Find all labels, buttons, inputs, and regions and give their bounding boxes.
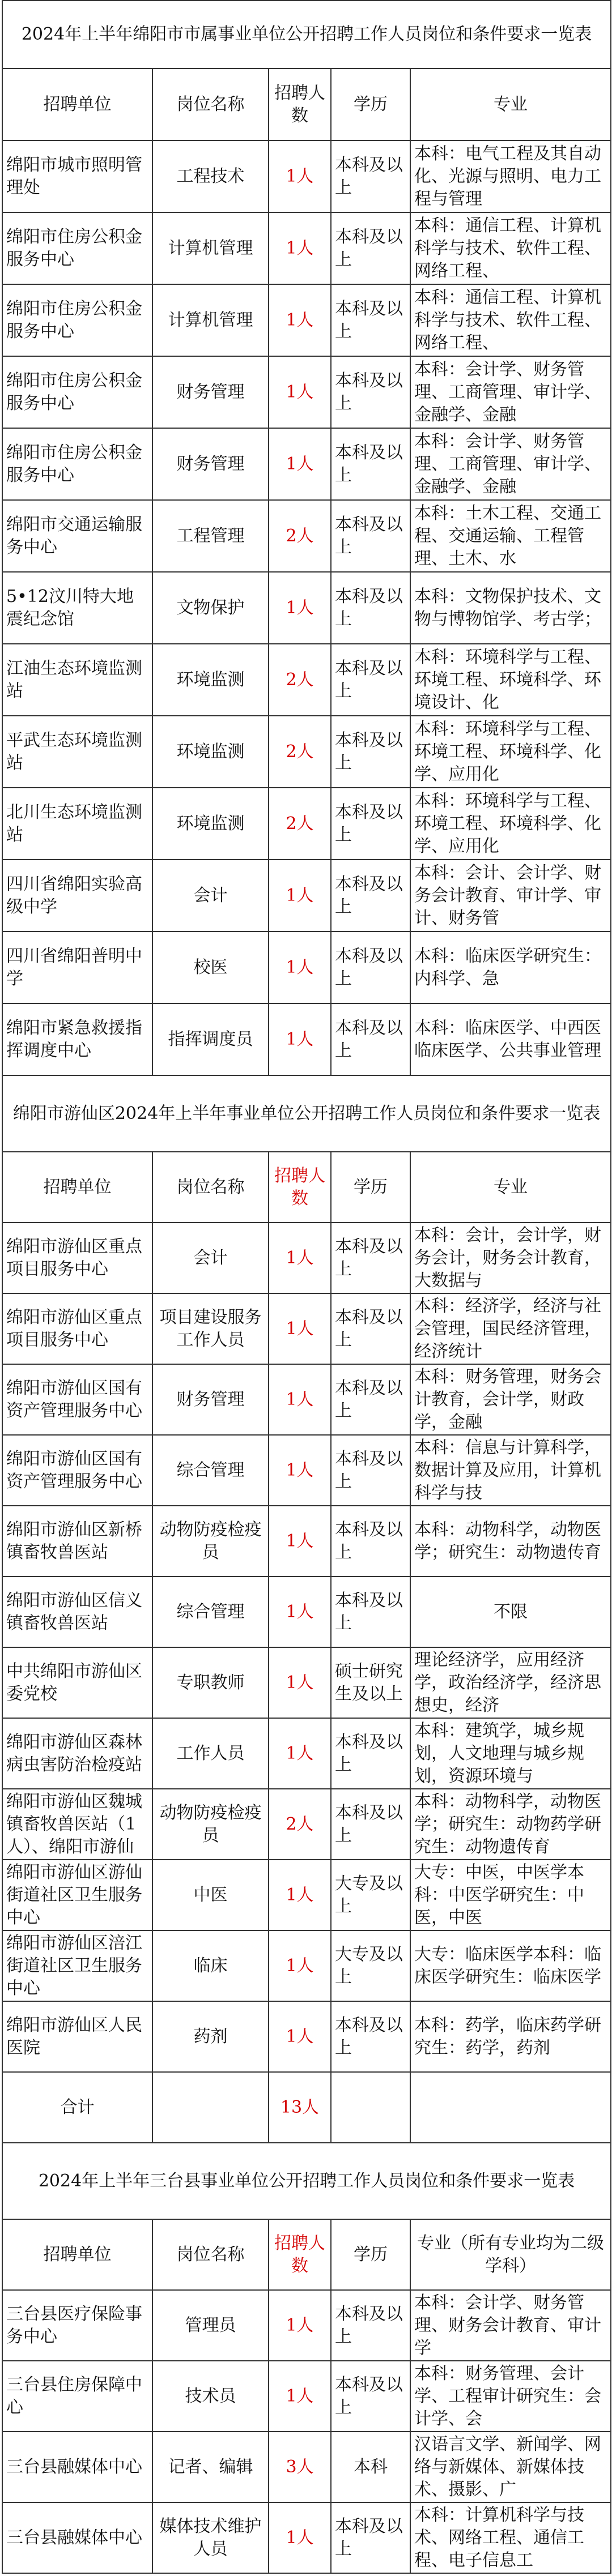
education-cell: 本科及以上 [331,1718,410,1789]
unit-cell: 5•12汶川特大地震纪念馆 [2,572,152,644]
unit-cell: 绵阳市住房公积金服务中心 [2,212,152,284]
unit-cell: 绵阳市游仙区森林病虫害防治检疫站 [2,1718,152,1789]
table-row [2,1364,611,1435]
table-row [2,140,611,212]
unit-cell: 江油生态环境监测站 [2,644,152,716]
table-row [2,1718,611,1789]
unit-cell: 四川省绵阳普明中学 [2,932,152,1003]
education-cell: 本科及以上 [331,2290,410,2361]
unit-cell: 绵阳市游仙区涪江街道社区卫生服务中心 [2,1930,152,2001]
table-title: 2024年上半年三台县事业单位公开招聘工作人员岗位和条件要求一览表 [2,2143,611,2219]
education-cell: 本科及以上 [331,284,410,356]
unit-cell: 绵阳市紧急救援指挥调度中心 [2,1003,152,1075]
position-cell: 综合管理 [152,1435,269,1506]
position-cell: 环境监测 [152,716,269,788]
count-cell: 1人 [269,284,331,356]
unit-cell: 绵阳市交通运输服务中心 [2,500,152,572]
position-cell: 记者、编辑 [152,2432,269,2502]
count-cell: 2人 [269,500,331,572]
unit-cell: 绵阳市游仙区新桥镇畜牧兽医站 [2,1506,152,1577]
header-education: 学历 [331,1152,410,1223]
unit-cell: 绵阳市城市照明管理处 [2,140,152,212]
header-education: 学历 [331,2219,410,2290]
position-cell: 财务管理 [152,1364,269,1435]
count-cell: 1人 [269,1506,331,1577]
major-cell: 本科：建筑学，城乡规划，人文地理与城乡规划，资源环境与 [410,1718,611,1789]
position-cell: 财务管理 [152,356,269,428]
unit-cell: 绵阳市住房公积金服务中心 [2,284,152,356]
education-cell: 本科及以上 [331,1789,410,1860]
empty-cell [152,2072,269,2143]
count-cell: 1人 [269,356,331,428]
header-unit: 招聘单位 [2,1152,152,1223]
major-cell: 本科：临床医学研究生：内科学、急 [410,932,611,1003]
position-cell: 环境监测 [152,644,269,716]
position-cell: 管理员 [152,2290,269,2361]
table-row [2,1223,611,1293]
count-cell: 1人 [269,2361,331,2432]
table-row [2,1293,611,1364]
table-row [2,284,611,356]
education-cell: 本科及以上 [331,1293,410,1364]
unit-cell: 绵阳市游仙区信义镇畜牧兽医站 [2,1577,152,1647]
position-cell: 文物保护 [152,572,269,644]
education-cell: 大专及以上 [331,1860,410,1930]
header-education: 学历 [331,69,410,140]
header-major: 专业 [410,1152,611,1223]
education-cell: 本科及以上 [331,2001,410,2072]
total-label: 合计 [2,2072,152,2143]
position-cell: 动物防疫检疫员 [152,1789,269,1860]
unit-cell: 绵阳市住房公积金服务中心 [2,428,152,500]
table-row [2,1506,611,1577]
major-cell: 本科：会计，会计学，财务会计，财务会计教育，大数据与 [410,1223,611,1293]
education-cell: 本科及以上 [331,716,410,788]
table-row [2,716,611,788]
education-cell: 本科及以上 [331,572,410,644]
major-cell: 本科：文物保护技术、文物与博物馆学、考古学； [410,572,611,644]
education-cell: 本科及以上 [331,860,410,932]
position-cell: 会计 [152,1223,269,1293]
education-cell: 大专及以上 [331,1930,410,2001]
unit-cell: 绵阳市游仙区人民医院 [2,2001,152,2072]
unit-cell: 绵阳市游仙区重点项目服务中心 [2,1293,152,1364]
position-cell: 指挥调度员 [152,1003,269,1075]
unit-cell: 三台县融媒体中心 [2,2502,152,2573]
unit-cell: 绵阳市游仙区魏城镇畜牧兽医站（1人）、绵阳市游仙 [2,1789,152,1860]
education-cell: 本科及以上 [331,1364,410,1435]
table-row [2,860,611,932]
count-cell: 2人 [269,716,331,788]
education-cell: 本科及以上 [331,788,410,860]
position-cell: 计算机管理 [152,284,269,356]
position-cell: 工程技术 [152,140,269,212]
table-row [2,1577,611,1647]
position-cell: 计算机管理 [152,212,269,284]
major-cell: 大专：中医，中医学本科：中医学研究生：中医，中医 [410,1860,611,1930]
position-cell: 环境监测 [152,788,269,860]
position-cell: 药剂 [152,2001,269,2072]
header-position: 岗位名称 [152,1152,269,1223]
education-cell: 本科及以上 [331,428,410,500]
education-cell: 本科及以上 [331,500,410,572]
count-cell: 2人 [269,644,331,716]
position-cell: 中医 [152,1860,269,1930]
count-cell: 1人 [269,932,331,1003]
table-title: 2024年上半年绵阳市市属事业单位公开招聘工作人员岗位和条件要求一览表 [2,1,611,69]
major-cell: 本科：会计、会计学、财务会计教育、审计学、审计、财务管 [410,860,611,932]
count-cell: 1人 [269,1930,331,2001]
position-cell: 临床 [152,1930,269,2001]
count-cell: 1人 [269,1647,331,1718]
count-cell: 1人 [269,1718,331,1789]
table-row [2,500,611,572]
count-cell: 1人 [269,212,331,284]
header-position: 岗位名称 [152,2219,269,2290]
table-row [2,788,611,860]
page [2,0,610,2574]
major-cell: 本科：会计学、财务管理、工商管理、审计学、金融学、金融 [410,356,611,428]
major-cell: 本科：财务管理、会计学、工程审计研究生：会计学、会 [410,2361,611,2432]
education-cell: 本科及以上 [331,212,410,284]
count-cell: 1人 [269,1293,331,1364]
table-row [2,2001,611,2072]
major-cell: 不限 [410,1577,611,1647]
table-row [2,2432,611,2502]
header-count: 招聘人数 [269,1152,331,1223]
position-cell: 媒体技术维护人员 [152,2502,269,2573]
header-major: 专业 [410,69,611,140]
position-cell: 财务管理 [152,428,269,500]
position-cell: 会计 [152,860,269,932]
education-cell: 本科及以上 [331,644,410,716]
position-cell: 综合管理 [152,1577,269,1647]
header-unit: 招聘单位 [2,69,152,140]
count-cell: 1人 [269,2001,331,2072]
count-cell: 1人 [269,1860,331,1930]
education-cell: 本科及以上 [331,356,410,428]
major-cell: 本科：动物科学，动物医学；研究生：动物遗传育 [410,1506,611,1577]
unit-cell: 北川生态环境监测站 [2,788,152,860]
header-count: 招聘人数 [269,69,331,140]
major-cell: 汉语言文学、新闻学、网络与新媒体、新媒体技术、摄影、广 [410,2432,611,2502]
position-cell: 技术员 [152,2361,269,2432]
table-row [2,1647,611,1718]
header-major: 专业（所有专业均为二级学科） [410,2219,611,2290]
header-count: 招聘人数 [269,2219,331,2290]
major-cell: 本科：会计学、财务管理、工商管理、审计学、金融学、金融 [410,428,611,500]
education-cell: 本科及以上 [331,932,410,1003]
unit-cell: 三台县住房保障中心 [2,2361,152,2432]
count-cell: 1人 [269,140,331,212]
unit-cell: 四川省绵阳实验高级中学 [2,860,152,932]
position-cell: 项目建设服务工作人员 [152,1293,269,1364]
unit-cell: 中共绵阳市游仙区委党校 [2,1647,152,1718]
count-cell: 1人 [269,428,331,500]
count-cell: 1人 [269,860,331,932]
count-cell: 1人 [269,1003,331,1075]
position-cell: 工作人员 [152,1718,269,1789]
table-row [2,644,611,716]
major-cell: 理论经济学，应用经济学，政治经济学，经济思想史，经济 [410,1647,611,1718]
table-row [2,1003,611,1075]
total-count: 13人 [269,2072,331,2143]
unit-cell: 三台县融媒体中心 [2,2432,152,2502]
count-cell: 1人 [269,1364,331,1435]
major-cell: 本科：计算机科学与技术、网络工程、通信工程、电子信息工 [410,2502,611,2573]
count-cell: 3人 [269,2432,331,2502]
position-cell: 专职教师 [152,1647,269,1718]
major-cell: 本科：动物科学，动物医学；研究生：动物药学研究生：动物遗传育 [410,1789,611,1860]
unit-cell: 绵阳市住房公积金服务中心 [2,356,152,428]
table-row [2,2361,611,2432]
table-row [2,1860,611,1930]
table-row [2,572,611,644]
unit-cell: 绵阳市游仙区国有资产管理服务中心 [2,1364,152,1435]
position-cell: 动物防疫检疫员 [152,1506,269,1577]
major-cell: 本科：经济学，经济与社会管理，国民经济管理，经济统计 [410,1293,611,1364]
count-cell: 1人 [269,1577,331,1647]
table-row [2,932,611,1003]
count-cell: 2人 [269,1789,331,1860]
header-unit: 招聘单位 [2,2219,152,2290]
header-position: 岗位名称 [152,69,269,140]
education-cell: 本科及以上 [331,2502,410,2573]
education-cell: 本科及以上 [331,1223,410,1293]
major-cell: 本科：会计学、财务管理、财务会计教育、审计学 [410,2290,611,2361]
count-cell: 1人 [269,2502,331,2573]
unit-cell: 三台县医疗保险事务中心 [2,2290,152,2361]
education-cell: 硕士研究生及以上 [331,1647,410,1718]
recruitment-table-mianyang-city [2,0,611,2574]
table-title: 绵阳市游仙区2024年上半年事业单位公开招聘工作人员岗位和条件要求一览表 [2,1075,611,1152]
major-cell: 本科：通信工程、计算机科学与技术、软件工程、网络工程、 [410,284,611,356]
major-cell: 本科：财务管理，财务会计教育，会计学，财政学，金融 [410,1364,611,1435]
table-row [2,1789,611,1860]
education-cell: 本科及以上 [331,1435,410,1506]
count-cell: 2人 [269,788,331,860]
major-cell: 本科：通信工程、计算机科学与技术、软件工程、网络工程、 [410,212,611,284]
major-cell: 本科：电气工程及其自动化、光源与照明、电力工程与管理 [410,140,611,212]
count-cell: 1人 [269,1435,331,1506]
education-cell: 本科及以上 [331,1003,410,1075]
table-row [2,1435,611,1506]
major-cell: 本科：环境科学与工程、环境工程、环境科学、环境设计、化 [410,644,611,716]
table-row [2,2502,611,2573]
major-cell: 本科：土木工程、交通工程、交通运输、工程管理、土木、水 [410,500,611,572]
major-cell: 本科：环境科学与工程、环境工程、环境科学、化学、应用化 [410,788,611,860]
table-row [2,2290,611,2361]
unit-cell: 平武生态环境监测站 [2,716,152,788]
position-cell: 校医 [152,932,269,1003]
education-cell: 本科及以上 [331,140,410,212]
count-cell: 1人 [269,2290,331,2361]
unit-cell: 绵阳市游仙区国有资产管理服务中心 [2,1435,152,1506]
major-cell: 本科：环境科学与工程、环境工程、环境科学、化学、应用化 [410,716,611,788]
education-cell: 本科及以上 [331,1506,410,1577]
empty-cell [331,2072,410,2143]
table-row [2,212,611,284]
education-cell: 本科及以上 [331,2361,410,2432]
unit-cell: 绵阳市游仙区游仙街道社区卫生服务中心 [2,1860,152,1930]
position-cell: 工程管理 [152,500,269,572]
table-row [2,1930,611,2001]
major-cell: 大专：临床医学本科：临床医学研究生：临床医学 [410,1930,611,2001]
total-row [2,2072,611,2143]
table-row [2,356,611,428]
major-cell: 本科：信息与计算科学，数据计算及应用，计算机科学与技 [410,1435,611,1506]
empty-cell [410,2072,611,2143]
major-cell: 本科：临床医学、中西医临床医学、公共事业管理 [410,1003,611,1075]
major-cell: 本科：药学，临床药学研究生：药学，药剂 [410,2001,611,2072]
table-row [2,428,611,500]
count-cell: 1人 [269,1223,331,1293]
education-cell: 本科及以上 [331,1577,410,1647]
count-cell: 1人 [269,572,331,644]
education-cell: 本科 [331,2432,410,2502]
unit-cell: 绵阳市游仙区重点项目服务中心 [2,1223,152,1293]
